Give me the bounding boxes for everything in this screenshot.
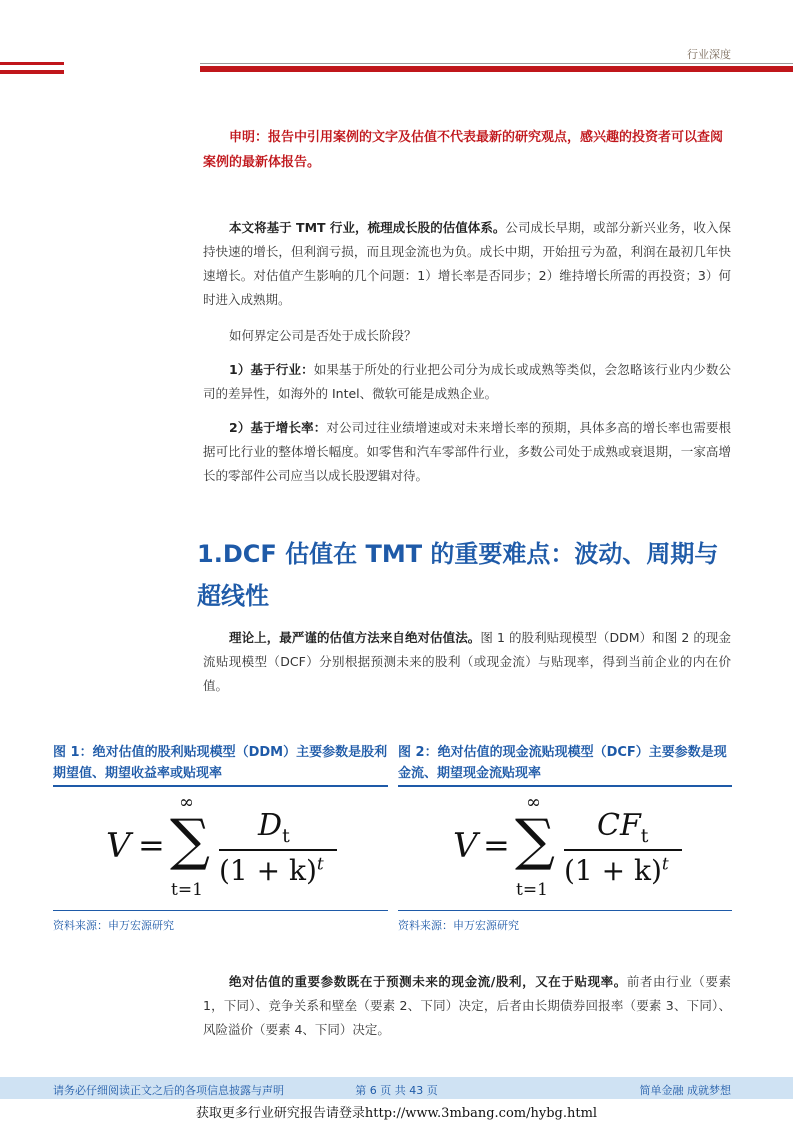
formula-2-numerator — [597, 808, 648, 847]
formula-1-denominator — [219, 854, 324, 887]
formula-2-lhs: V — [453, 826, 478, 866]
disclaimer-statement: 申明：报告中引用案例的文字及估值不代表最新的研究观点，感兴趣的投资者可以查阅案例的最新体报告。 — [203, 130, 724, 170]
intro-paragraph — [203, 216, 731, 312]
formula-1-lhs: V — [106, 826, 131, 866]
formula-1-fraction-bar — [219, 849, 337, 851]
formula-2-equals: = — [483, 826, 510, 864]
point2-bold: 2）基于增长率： — [229, 420, 327, 435]
header-label: 行业深度 — [687, 48, 731, 61]
formula-2-lower-limit: t=1 — [516, 880, 548, 900]
theory-bold: 理论上，最严谨的估值方法来自绝对估值法。 — [229, 630, 481, 645]
formula-2-fraction-bar — [564, 849, 682, 851]
question-paragraph: 如何界定公司是否处于成长阶段？ — [229, 328, 417, 343]
formula-2-upper-limit: ∞ — [526, 792, 541, 813]
figure-2-title: 图 2：绝对估值的现金流贴现模型（DCF）主要参数是现金流、期望现金流贴现率 — [398, 745, 727, 781]
header-red-bar-right — [200, 66, 793, 72]
footer-page-number: 第 6 页 共 43 页 — [355, 1084, 438, 1097]
point2-paragraph — [203, 416, 731, 488]
figure-1-bottom-rule — [53, 910, 388, 911]
theory-paragraph — [203, 626, 731, 698]
figure-2-formula — [398, 790, 732, 906]
conclusion-paragraph — [203, 970, 731, 1042]
formula-1-equals: = — [138, 826, 165, 864]
formula-1-lower-limit: t=1 — [171, 880, 203, 900]
intro-text: 公司成长早期，或部分新兴业务，收入保持快速的增长，但利润亏损，而且现金流也为负。成长中期，开始扭亏为盈，利润在最初几年快速增长。对估值产生影响的几个问题：1）增长率是否同步；2）维持增长所需的再投资；3）何时进入成熟期。 — [203, 220, 731, 307]
footer-slogan: 简单金融 成就梦想 — [639, 1084, 731, 1097]
formula-2-num-sub: t — [640, 825, 649, 847]
conclusion-bold: 绝对估值的重要参数既在于预测未来的现金流/股利，又在于贴现率。 — [229, 974, 627, 989]
formula-2-sigma: ∑ — [515, 808, 555, 873]
formula-1-numerator — [258, 808, 290, 847]
header-gray-rule — [200, 63, 793, 64]
section-title: 1.DCF 估值在 TMT 的重要难点：波动、周期与超线性 — [197, 540, 719, 610]
formula-1-upper-limit: ∞ — [179, 792, 194, 813]
header-red-bar-left-2 — [0, 70, 64, 74]
footer-disclaimer: 请务必仔细阅读正文之后的各项信息披露与声明 — [53, 1084, 284, 1097]
figure-2 — [398, 742, 732, 784]
figure-1 — [53, 742, 388, 784]
figure-2-source: 资料来源：申万宏源研究 — [398, 919, 519, 932]
formula-1-num-main: D — [258, 808, 283, 843]
formula-2-den-main: (1 + k) — [564, 854, 662, 887]
formula-2-num-main: CF — [597, 808, 641, 843]
point1-bold: 1）基于行业： — [229, 362, 314, 377]
point2-text: 对公司过往业绩增速或对未来增长率的预期，具体多高的增长率也需要根据可比行业的整体增长幅度。如零售和汽车零部件行业，多数公司处于成熟或衰退期，一家高增长的零部件公司应当以成长股逻辑对待。 — [203, 420, 731, 483]
header-red-bar-left — [0, 62, 64, 65]
figure-2-top-rule — [398, 785, 732, 787]
figure-1-source: 资料来源：申万宏源研究 — [53, 919, 174, 932]
figure-2-bottom-rule — [398, 910, 732, 911]
theory-text: 图 1 的股利贴现模型（DDM）和图 2 的现金流贴现模型（DCF）分别根据预测未来的股利（或现金流）与贴现率，得到当前企业的内在价值。 — [203, 630, 731, 693]
formula-2-denominator — [564, 854, 669, 887]
conclusion-text: 前者由行业（要素 1，下同）、竞争关系和壁垒（要素 2、下同）决定，后者由长期债券回报率（要素 3、下同）、风险溢价（要素 4、下同）决定。 — [203, 974, 731, 1037]
formula-1-num-sub: t — [282, 825, 290, 847]
figure-1-top-rule — [53, 785, 388, 787]
formula-1-den-main: (1 + k) — [219, 854, 317, 887]
figure-1-title: 图 1：绝对估值的股利贴现模型（DDM）主要参数是股利期望值、期望收益率或贴现率 — [53, 745, 388, 781]
point1-paragraph — [203, 358, 731, 406]
figure-1-formula — [53, 790, 388, 906]
formula-1-sigma: ∑ — [170, 808, 210, 873]
point1-text: 如果基于所处的行业把公司分为成长或成熟等类似，会忽略该行业内少数公司的差异性，如海外的 Intel、微软可能是成熟企业。 — [203, 362, 731, 401]
formula-2-den-sup: t — [661, 854, 669, 875]
formula-1-den-sup: t — [316, 854, 324, 875]
bottom-promo-link[interactable]: 获取更多行业研究报告请登录http://www.3mbang.com/hybg.html — [195, 1106, 598, 1121]
intro-bold: 本文将基于 TMT 行业，梳理成长股的估值体系。 — [229, 220, 506, 235]
